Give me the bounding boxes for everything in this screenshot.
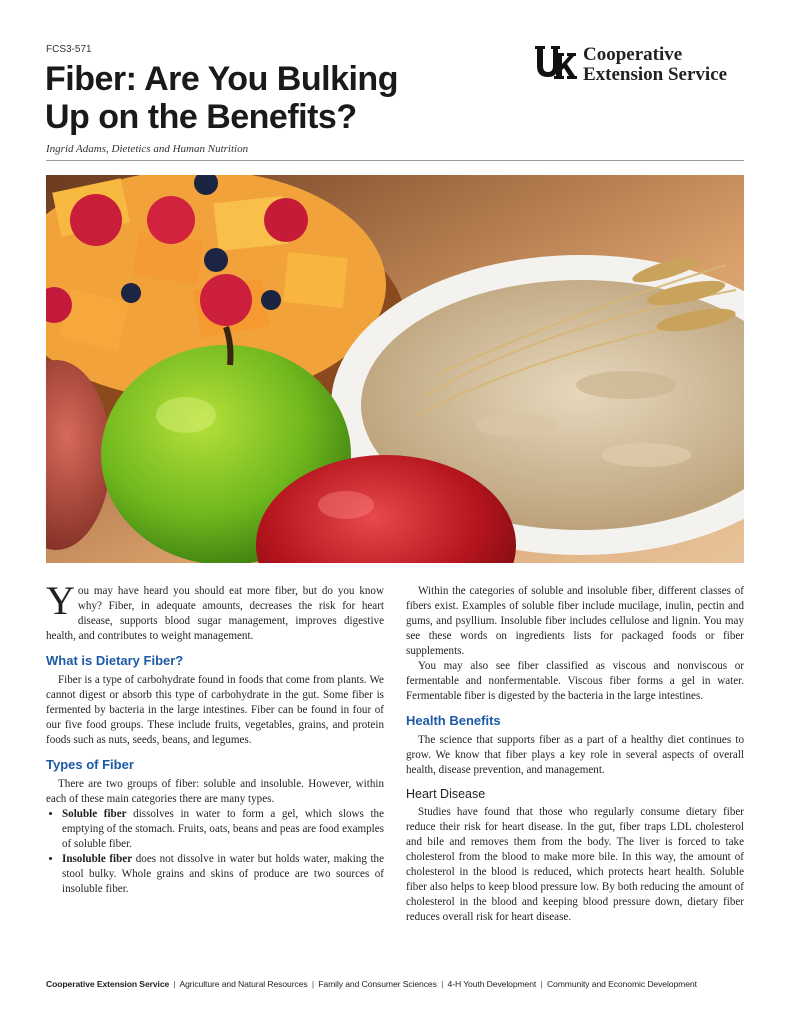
fiber-types-list (46, 807, 384, 897)
footer-item: Family and Consumer Sciences (318, 979, 437, 989)
bullet-text: dissolves in water to form a gel, which slows the emptying of the stomach. Fruits, oats, beans and peas are food examples of soluble fiber. (62, 808, 384, 850)
dropcap: Y (46, 578, 75, 623)
fruit-oats-photo-icon (46, 175, 744, 563)
intro-paragraph (46, 578, 384, 644)
publication-code: FCS3-571 (46, 44, 92, 55)
right-column (406, 584, 744, 925)
classes-paragraph: Within the categories of soluble and insoluble fiber, different classes of fibers exist. Examples of soluble fiber include mucilage, inulin, pectin and gums, and psyllium. Insoluble fiber includes cellulose and lignin. You may see these words on ingredients lists for packaged foods or fiber supplements. (406, 585, 744, 657)
author-line: Ingrid Adams, Dietetics and Human Nutrition (46, 143, 249, 155)
extension-logo (534, 44, 749, 86)
heading-heart-disease: Heart Disease (406, 787, 486, 801)
heart-paragraph: Studies have found that those who regularly consume dietary fiber reduce their risk for heart disease. In the gut, fiber traps LDL cholesterol and bile and removes them from the body. The liver is forced to take cholesterol from the blood to make more bile. In this way, the amount of cholesterol in the blood is reduced, which protects heart health. Soluble fiber also helps to keep blood pressure low. By both reducing the amount of cholesterol in the blood and keeping blood pressure down, dietary fiber reduces overall risk for heart disease. (406, 806, 744, 923)
title-line-2: Up on the Benefits? (45, 98, 357, 136)
page-footer: Cooperative Extension Service | Agriculture and Natural Resources | Family and Consumer Sciences | 4-H Youth Development | Community and Economic Development (46, 979, 697, 989)
viscous-paragraph: You may also see fiber classified as viscous and nonviscous or fermentable and nonfermentable. Viscous fiber forms a gel in water. Fermentable fiber is digested by the bacteria in the large intestines. (406, 660, 744, 702)
logo-line-2: Extension Service (583, 64, 728, 85)
list-item (62, 852, 384, 897)
bullet-term: Soluble fiber (62, 808, 127, 820)
what-is-fiber-paragraph: Fiber is a type of carbohydrate found in foods that come from plants. We cannot digest or absorb this type of carbohydrate in the gut. Some fiber is fermented by bacteria in the large intestines. Fiber can be found in four of our five food groups. These include fruits, vegetables, grains, and protein foods such as nuts, seeds, beans, and legumes. (46, 674, 384, 746)
bullet-text: does not dissolve in water but holds water, making the stool bulky. Whole grains and skins of produce are two sources of insoluble fiber. (62, 853, 384, 895)
types-paragraph: There are two groups of fiber: soluble and insoluble. However, within each of these main categories there are many types. (46, 778, 384, 805)
footer-item: Agriculture and Natural Resources (179, 979, 308, 989)
intro-text: ou may have heard you should eat more fiber, but do you know why? Fiber, in adequate amounts, decreases the risk for heart disease, supports blood sugar management, improves digestive health, and contributes to weight management. (46, 585, 384, 642)
logo-line-1: Cooperative (583, 44, 683, 65)
left-column (46, 578, 384, 897)
header-divider (46, 160, 744, 161)
logo-text (583, 45, 727, 85)
hero-photo (46, 175, 744, 563)
footer-item: Community and Economic Development (546, 979, 697, 989)
title-line-1: Fiber: Are You Bulking (45, 60, 398, 98)
footer-item: 4-H Youth Development (447, 979, 537, 989)
heading-what-is-fiber: What is Dietary Fiber? (46, 653, 184, 668)
health-paragraph: The science that supports fiber as a part of a healthy diet continues to grow. We know that fiber plays a key role in several aspects of overall health, disease prevention, and management. (406, 734, 744, 776)
heading-types-of-fiber: Types of Fiber (46, 757, 134, 772)
list-item (62, 807, 384, 852)
bullet-term: Insoluble fiber (62, 853, 133, 865)
page-title (45, 60, 505, 136)
heading-health-benefits: Health Benefits (406, 713, 501, 728)
uk-logo-icon (534, 44, 578, 82)
footer-org: Cooperative Extension Service (46, 979, 170, 989)
